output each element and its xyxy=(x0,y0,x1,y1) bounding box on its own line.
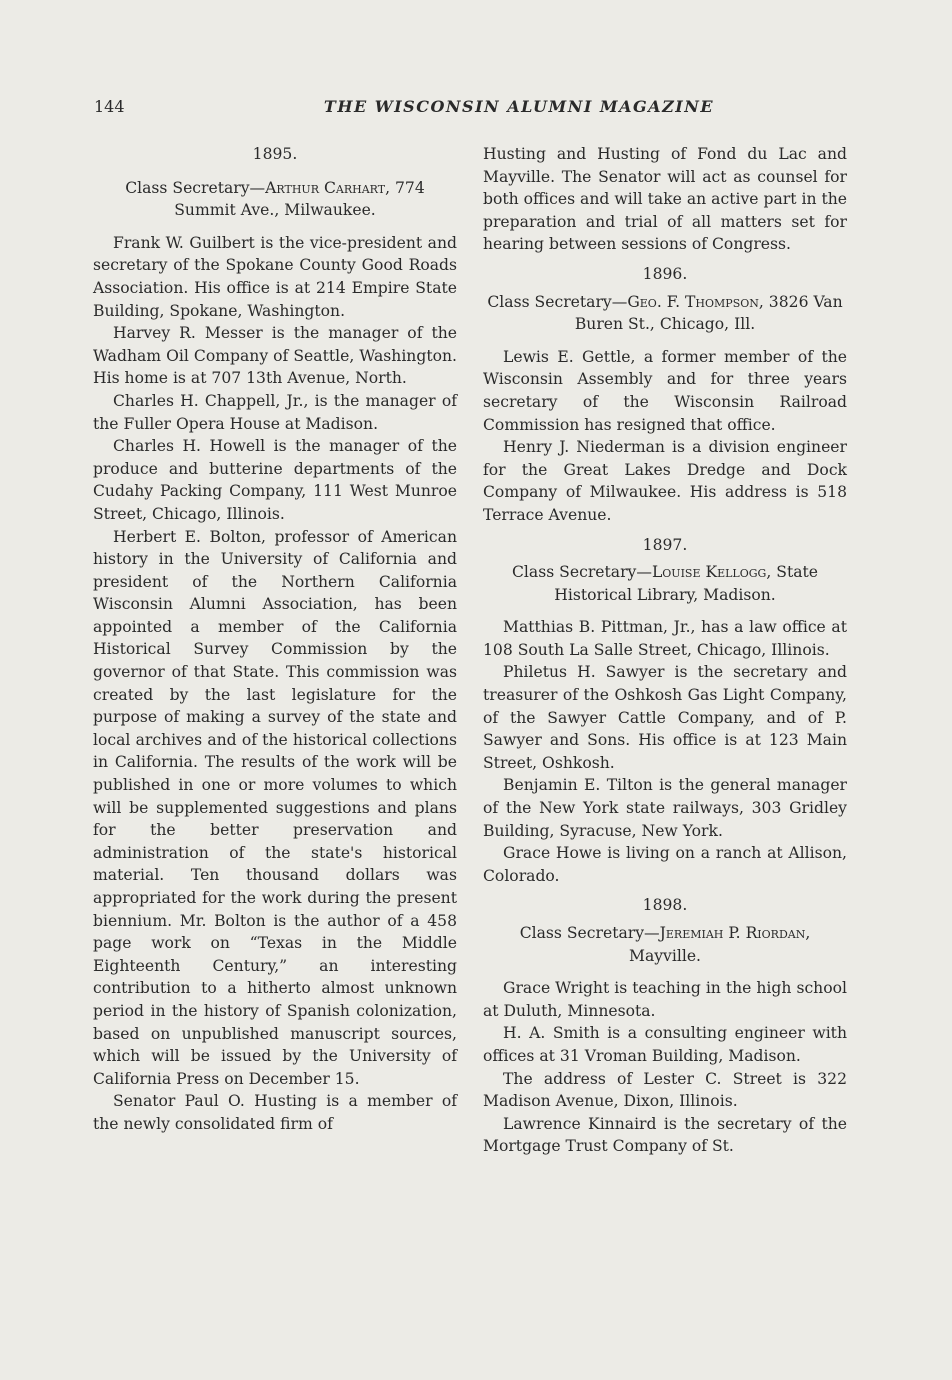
class-secretary-1897 xyxy=(483,561,847,606)
news-item-chappell: Charles H. Chappell, Jr., is the manager of the Fuller Opera House at Madison. xyxy=(93,391,457,433)
page-number: 144 xyxy=(94,97,125,116)
secretary-name: Geo. F. Thompson xyxy=(627,292,759,311)
news-item-street: The address of Lester C. Street is 322 Madison Avenue, Dixon, Illinois. xyxy=(483,1069,847,1111)
news-item-smith: H. A. Smith is a consulting engineer with offices at 31 Vroman Building, Madison. xyxy=(483,1024,847,1065)
class-year-1898: 1898. xyxy=(642,896,688,915)
news-item-gettle: Lewis E. Gettle, a former member of the Wisconsin Assembly and for three years secretary of the Wisconsin Railroad Commission has resigned that office. xyxy=(483,347,847,434)
running-title: THE WISCONSIN ALUMNI MAGAZINE xyxy=(323,97,715,116)
class-secretary-1895 xyxy=(93,177,457,222)
left-column xyxy=(93,143,457,1136)
class-year-1895: 1895. xyxy=(252,145,298,163)
secretary-address: , 3826 Van Buren St., Chicago, Ill. xyxy=(574,292,843,334)
news-item-howe: Grace Howe is living on a ranch at Allison, Colorado. xyxy=(483,844,847,885)
news-item-sawyer: Philetus H. Sawyer is the secretary and treasurer of the Oshkosh Gas Light Company, of the Sawyer Cattle Company, and of P. Sawyer and Sons. His office is at 123 Main Street, Oshkosh. xyxy=(483,663,847,772)
news-item-guilbert: Frank W. Guilbert is the vice-president and secretary of the Spokane County Good Roads Association. His office is at 214 Empire State Building, Spokane, Washington. xyxy=(93,233,457,320)
secretary-name: Jeremiah P. Riordan xyxy=(659,924,806,942)
secretary-prefix: Class Secretary— xyxy=(487,292,628,311)
class-secretary-1898 xyxy=(483,922,847,967)
secretary-name: Arthur Carhart xyxy=(265,178,386,197)
secretary-prefix: Class Secretary— xyxy=(125,178,266,197)
class-year-1896: 1896. xyxy=(642,264,688,283)
secretary-prefix: Class Secretary— xyxy=(519,924,660,942)
secretary-address: , Mayville. xyxy=(628,924,811,965)
news-item-husting: Senator Paul O. Husting is a member of the newly consolidated firm of xyxy=(93,1092,457,1133)
class-secretary-1896 xyxy=(483,291,847,336)
secretary-prefix: Class Secretary— xyxy=(512,563,652,582)
secretary-address: , 774 Summit Ave., Milwaukee. xyxy=(174,178,425,220)
page-header xyxy=(94,97,854,121)
news-item-bolton: Herbert E. Bolton, professor of American history in the University of California and president of the Northern California Wisconsin Alumni Association, has been appointed a member of the California Historical Survey Commission by the governor of that State. This commission was created by the last legislature for the purpose of making a survey of the state and local archives and of the historical collections in California. The results of the work will be published in one or more volumes to which will be supplemented suggestions and plans for the better preservation and administration of the state's historical material. Ten thousand dollars was appropriated for the work during the present biennium. Mr. Bolton is the author of a 458 page work on “Texas in the Middle Eighteenth Century,” an interesting contribution to a hitherto almost unknown period in the history of Spanish colonization, based on unpublished manuscript sources, which will be issued by the University of California Press on December 15. xyxy=(93,527,457,1088)
right-column xyxy=(483,143,847,1158)
news-item-howell: Charles H. Howell is the manager of the produce and butterine departments of the Cudahy Packing Company, 111 West Munroe Street, Chicago, Illinois. xyxy=(93,437,457,523)
secretary-address: , State Historical Library, Madison. xyxy=(554,563,818,604)
class-year-1897: 1897. xyxy=(642,535,688,554)
news-item-husting-continued: Husting and Husting of Fond du Lac and Mayville. The Senator will act as counsel for both offices and will take an active part in the preparation and trial of all matters set for hearing between sessions of Congress. xyxy=(483,145,847,254)
news-item-niederman: Henry J. Niederman is a division engineer for the Great Lakes Dredge and Dock Company of Milwaukee. His address is 518 Terrace Avenue. xyxy=(483,438,847,524)
news-item-kinnaird: Lawrence Kinnaird is the secretary of the Mortgage Trust Company of St. xyxy=(483,1114,847,1156)
news-item-messer: Harvey R. Messer is the manager of the Wadham Oil Company of Seattle, Washington. His home is at 707 13th Avenue, North. xyxy=(93,324,457,388)
secretary-name: Louise Kellogg xyxy=(651,563,767,582)
news-item-pittman: Matthias B. Pittman, Jr., has a law office at 108 South La Salle Street, Chicago, Illinois. xyxy=(483,618,847,659)
news-item-wright: Grace Wright is teaching in the high school at Duluth, Minnesota. xyxy=(483,979,847,1020)
news-item-tilton: Benjamin E. Tilton is the general manager of the New York state railways, 303 Gridley Building, Syracuse, New York. xyxy=(483,776,847,840)
